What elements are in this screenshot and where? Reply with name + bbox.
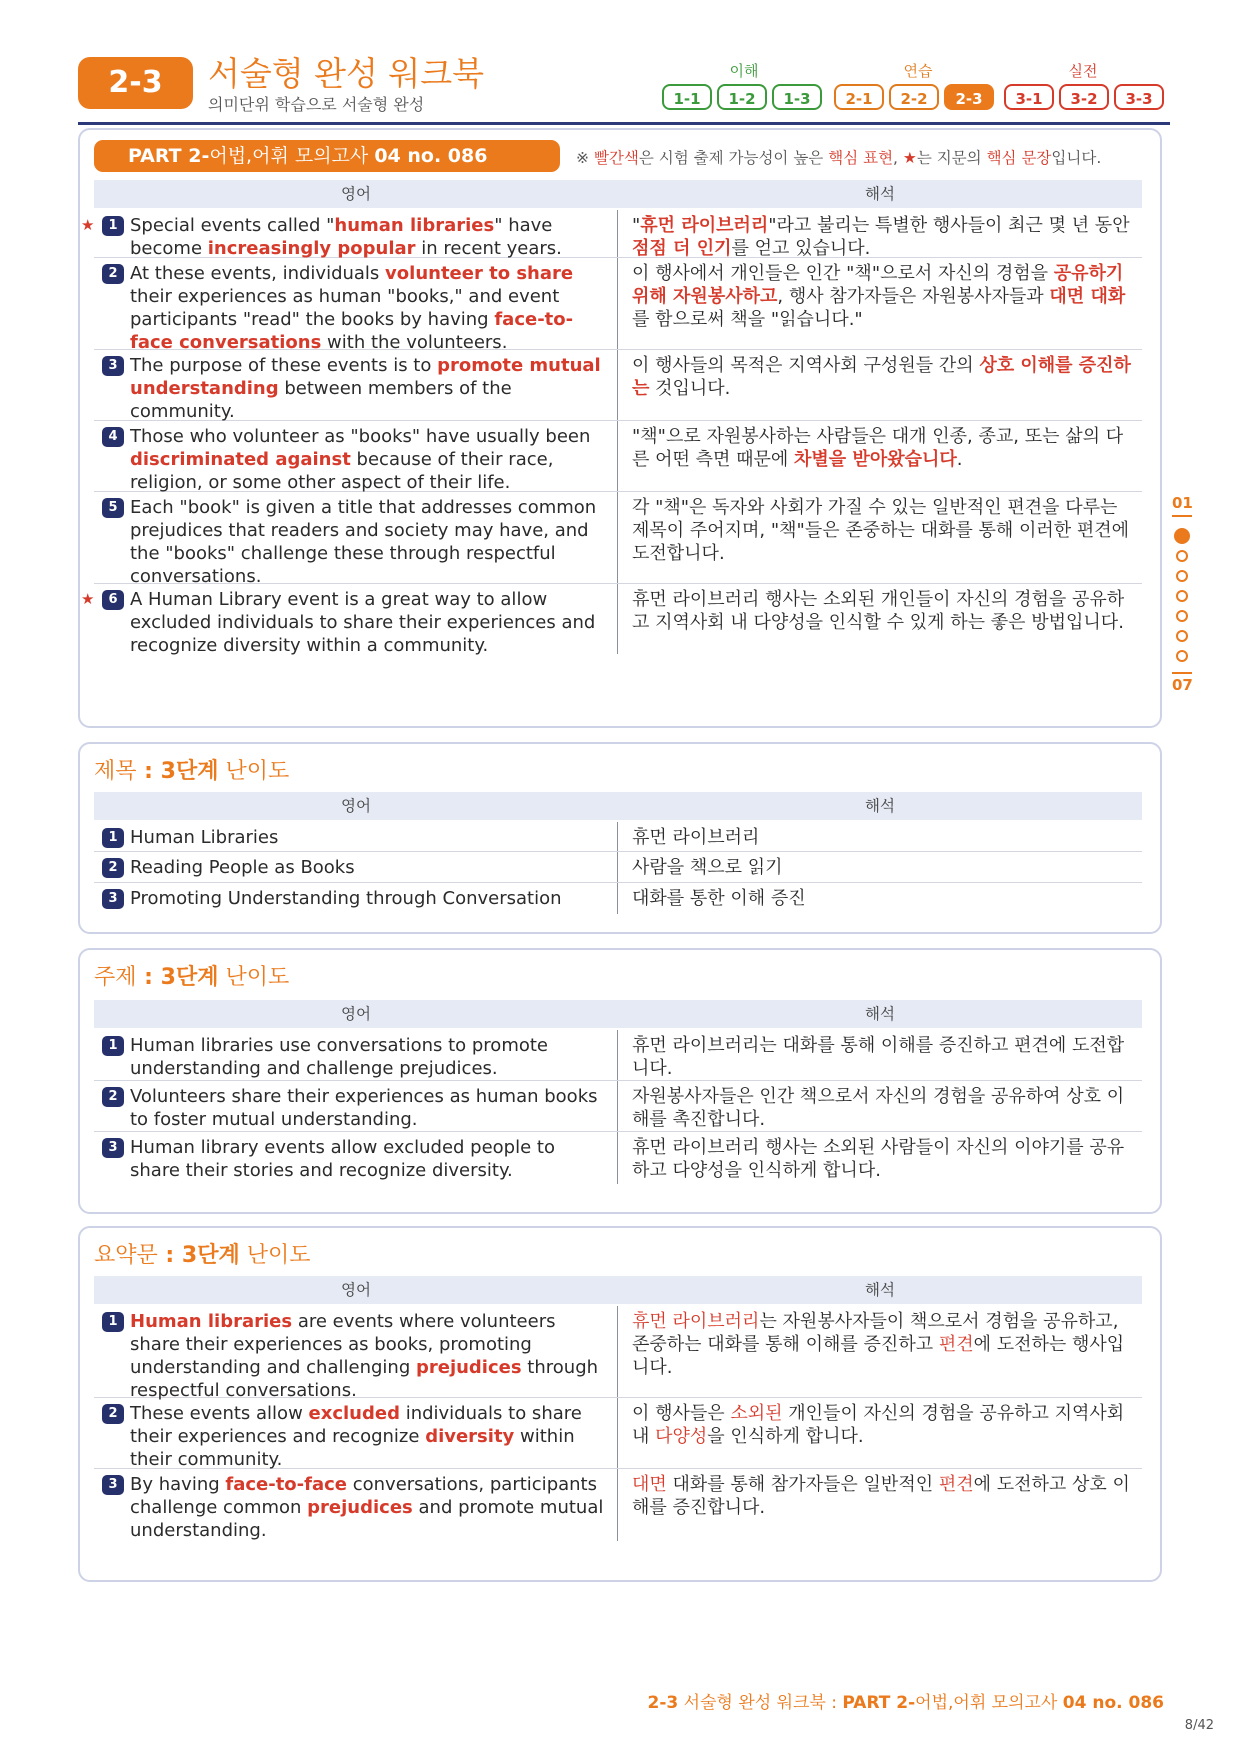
korean-translation — [632, 856, 1132, 879]
sentence-number-badge: 2 — [102, 1087, 124, 1107]
key-expression: human libraries — [334, 215, 495, 236]
text-segment: 휴먼 라이브러리 행사는 소외된 개인들이 자신의 경험을 공유하고 지역사회 내 다양성을 인식할 수 있게 하는 좋은 방법입니다. — [632, 589, 1125, 633]
table-row — [94, 1469, 1142, 1541]
english-text — [130, 826, 610, 849]
theme-section — [78, 948, 1162, 1214]
english-text — [130, 262, 610, 354]
text-segment: 이 행사들의 목적은 지역사회 구성원들 간의 — [632, 355, 980, 376]
table-row — [94, 1081, 1142, 1132]
page-dot[interactable] — [1176, 590, 1188, 602]
stage-tab-3-2[interactable]: 3-2 — [1059, 84, 1109, 110]
col-header-english: 영어 — [341, 1005, 371, 1023]
text-segment: 에 도전하고 상호 이해를 증진합니다. — [632, 1474, 1130, 1518]
text-segment: Special events called " — [130, 215, 335, 236]
text-segment: Human library events allow excluded people to share their stories and recognize diversity. — [130, 1137, 555, 1181]
korean-translation — [632, 1034, 1132, 1080]
key-expression: 공유하기 위해 자원봉사하고 — [632, 263, 1124, 307]
stage-tab-1-3[interactable]: 1-3 — [772, 84, 822, 110]
korean-translation — [632, 887, 1132, 910]
korean-translation — [632, 496, 1132, 565]
stage-group-label-understand: 이해 — [729, 62, 759, 80]
col-header-english: 영어 — [341, 185, 371, 203]
text-segment: "라고 불리는 특별한 행사들이 최근 몇 년 동안 — [768, 215, 1130, 236]
english-cell — [94, 1398, 618, 1468]
title-section — [78, 742, 1162, 934]
key-expression: promote mutual understanding — [130, 355, 601, 399]
text-segment: 는 자원봉사자들이 책으로서 경험을 공유하고, 존중하는 대화를 통해 이해를 증진하고 — [632, 1311, 1119, 1355]
key-expression: 휴먼 라이브러리 — [632, 1311, 760, 1332]
text-segment: Reading People as Books — [130, 857, 355, 878]
col-header-english: 영어 — [341, 797, 371, 815]
english-cell — [94, 492, 618, 587]
text-segment: are events where volunteers share their experiences as books, promoting understanding and challenging — [130, 1311, 556, 1378]
col-header-translation: 해석 — [865, 797, 895, 815]
text-segment: 자원봉사자들은 인간 책으로서 자신의 경험을 공유하여 상호 이해를 촉진합니다. — [632, 1086, 1125, 1130]
text-segment: in recent years. — [415, 238, 562, 259]
core-sentence-star-icon: ★ — [81, 590, 95, 608]
english-text — [130, 496, 610, 588]
side-nav-start: 01 — [1172, 494, 1193, 512]
text-segment: 대화를 통해 참가자들은 일반적인 — [666, 1474, 939, 1495]
table-row — [94, 852, 1142, 883]
stage-tab-2-2[interactable]: 2-2 — [889, 84, 939, 110]
korean-translation — [632, 1085, 1132, 1131]
text-segment: 를 얻고 있습니다. — [731, 238, 871, 259]
title-table-header — [94, 792, 1142, 820]
table-row — [94, 492, 1142, 587]
key-expression: 차별을 받아왔습니다 — [794, 449, 957, 470]
text-segment: 이 행사에서 개인들은 인간 "책"으로서 자신의 경험을 — [632, 263, 1054, 284]
part-label: PART 2-어법,어휘 모의고사 04 no. 086 — [94, 140, 560, 172]
text-segment: Promoting Understanding through Conversation — [130, 888, 562, 909]
table-row — [94, 822, 1142, 852]
table-row — [94, 258, 1142, 353]
stage-group-label-practice: 연습 — [903, 62, 933, 80]
text-segment: individuals to share their experiences and recognize — [130, 1403, 582, 1447]
table-row — [94, 1398, 1142, 1469]
key-expression: 점점 더 인기 — [632, 238, 732, 259]
english-cell — [94, 421, 618, 491]
text-segment: 휴먼 라이브러리 — [632, 827, 760, 848]
korean-translation — [632, 425, 1132, 471]
sentence-number-badge: 2 — [102, 264, 124, 284]
table-row — [94, 1132, 1142, 1184]
sentence-number-badge: 2 — [102, 858, 124, 878]
text-segment: 휴먼 라이브러리는 대화를 통해 이해를 증진하고 편견에 도전합니다. — [632, 1035, 1125, 1079]
english-text — [130, 856, 610, 879]
key-expression: prejudices — [415, 1357, 522, 1378]
stage-tab-3-1[interactable]: 3-1 — [1004, 84, 1054, 110]
sentence-number-badge: 6 — [102, 590, 124, 610]
english-text — [130, 1402, 610, 1471]
english-cell — [81, 210, 618, 259]
korean-translation — [632, 214, 1132, 260]
workbook-badge: 2-3 — [78, 57, 193, 109]
key-expression: 대면 — [632, 1474, 667, 1495]
page-dot[interactable] — [1176, 570, 1188, 582]
page-title: 서술형 완성 워크북 — [208, 54, 485, 93]
table-row — [81, 210, 1142, 259]
col-header-translation: 해석 — [865, 1281, 895, 1299]
text-segment: Those who volunteer as "books" have usually been — [130, 426, 591, 447]
key-expression: 소외된 — [730, 1403, 783, 1424]
korean-translation — [632, 1402, 1132, 1448]
text-segment: Each "book" is given a title that addresses common prejudices that readers and society may have, and the "books" challenge these through respectful conversations. — [130, 497, 597, 587]
text-segment: 대화를 통한 이해 증진 — [632, 888, 806, 909]
text-segment: conversations, participants challenge common — [130, 1474, 597, 1518]
korean-translation — [632, 262, 1132, 331]
key-expression: excluded — [308, 1403, 400, 1424]
english-text — [130, 1034, 610, 1080]
active-page-dot[interactable] — [1174, 528, 1190, 544]
text-segment: 휴먼 라이브러리 행사는 소외된 사람들이 자신의 이야기를 공유하고 다양성을 인식하게 합니다. — [632, 1137, 1125, 1181]
text-segment: Human libraries use conversations to promote understanding and challenge prejudices. — [130, 1035, 548, 1079]
passage-table-header — [94, 180, 1142, 208]
key-expression: 대면 대화 — [1049, 286, 1126, 307]
korean-translation — [632, 1310, 1132, 1379]
sentence-number-badge: 1 — [102, 1312, 124, 1332]
col-header-translation: 해석 — [865, 185, 895, 203]
text-segment: 을 인식하게 합니다. — [707, 1426, 864, 1447]
header-divider — [78, 122, 1170, 125]
text-segment: and promote mutual understanding. — [130, 1497, 604, 1541]
text-segment: 개인들이 자신의 경험을 공유하고 지역사회 내 — [632, 1403, 1125, 1447]
page-dot[interactable] — [1176, 650, 1188, 662]
english-text — [130, 588, 610, 657]
sentence-number-badge: 4 — [102, 427, 124, 447]
stage-tab-2-1[interactable]: 2-1 — [834, 84, 884, 110]
text-segment: 에 도전하는 행사입니다. — [632, 1334, 1125, 1378]
text-segment: , 행사 참가자들은 자원봉사자들과 — [777, 286, 1050, 307]
text-segment: 사람을 책으로 읽기 — [632, 857, 783, 878]
korean-translation — [632, 354, 1132, 400]
english-cell — [94, 822, 618, 851]
footer-title: 2-3 서술형 완성 워크북 : PART 2-어법,어휘 모의고사 04 no. 086 — [647, 1693, 1164, 1713]
sentence-number-badge: 3 — [102, 1475, 124, 1495]
sentence-number-badge: 3 — [102, 889, 124, 909]
highlight-notice: ※ 빨간색은 시험 출제 가능성이 높은 핵심 표현, ★는 지문의 핵심 문장입니다. — [576, 149, 1102, 167]
sentence-number-badge: 2 — [102, 1404, 124, 1424]
summary-table-header — [94, 1276, 1142, 1304]
english-cell — [94, 258, 618, 353]
english-text — [130, 425, 610, 494]
key-expression: face-to-face — [225, 1474, 347, 1495]
key-expression: 편견 — [938, 1334, 974, 1355]
english-text — [130, 1136, 610, 1182]
passage-section — [78, 128, 1162, 728]
korean-translation — [632, 588, 1132, 634]
korean-translation — [632, 1473, 1132, 1519]
sentence-number-badge: 3 — [102, 356, 124, 376]
stage-tab-1-1[interactable]: 1-1 — [662, 84, 712, 110]
table-row — [94, 421, 1142, 492]
text-segment: 각 "책"은 독자와 사회가 가질 수 있는 일반적인 편견을 다루는 제목이 주어지며, "책"들은 존중하는 대화를 통해 이러한 편견에 도전합니다. — [632, 497, 1130, 564]
table-row — [94, 883, 1142, 914]
text-segment: Volunteers share their experiences as human books to foster mutual understanding. — [130, 1086, 598, 1130]
english-cell — [81, 584, 618, 656]
english-text — [130, 354, 610, 423]
stage-tab-1-2[interactable]: 1-2 — [717, 84, 767, 110]
korean-translation — [632, 826, 1132, 849]
key-expression: volunteer to share — [385, 263, 574, 284]
theme-section-heading: 주제 : 3단계 난이도 — [94, 965, 290, 990]
stage-group-label-real: 실전 — [1068, 62, 1098, 80]
side-nav-line-top — [1172, 515, 1192, 517]
key-expression: diversity — [425, 1426, 515, 1447]
table-row — [94, 1030, 1142, 1081]
english-text — [130, 214, 610, 260]
table-row — [94, 350, 1142, 421]
english-text — [130, 1310, 610, 1402]
key-expression: discriminated against — [130, 449, 351, 470]
page-dot[interactable] — [1176, 610, 1188, 622]
english-text — [130, 887, 610, 910]
key-expression: 휴먼 라이브러리 — [640, 215, 769, 236]
sentence-number-badge: 1 — [102, 1036, 124, 1056]
key-expression: Human libraries — [130, 1311, 293, 1332]
theme-table-header — [94, 1000, 1142, 1028]
text-segment: " — [632, 215, 641, 236]
key-expression: 편견 — [938, 1474, 974, 1495]
title-section-heading: 제목 : 3단계 난이도 — [94, 759, 290, 784]
summary-section — [78, 1226, 1162, 1582]
text-segment: These events allow — [130, 1403, 309, 1424]
english-text — [130, 1085, 610, 1131]
key-expression: 다양성 — [655, 1426, 708, 1447]
table-row — [94, 1306, 1142, 1401]
col-header-translation: 해석 — [865, 1005, 895, 1023]
stage-tab-3-3[interactable]: 3-3 — [1114, 84, 1164, 110]
key-expression: face-to-face conversations — [130, 309, 574, 353]
text-segment: because of their race, religion, or some other aspect of their life. — [130, 449, 554, 493]
page-subtitle: 의미단위 학습으로 서술형 완성 — [208, 95, 425, 114]
core-sentence-star-icon: ★ — [81, 216, 95, 234]
text-segment: within their community. — [130, 1426, 575, 1470]
english-cell — [94, 1132, 618, 1184]
col-header-english: 영어 — [341, 1281, 371, 1299]
sentence-number-badge: 5 — [102, 498, 124, 518]
text-segment: By having — [130, 1474, 226, 1495]
text-segment: 를 함으로써 책을 "읽습니다." — [632, 309, 863, 330]
table-row — [81, 584, 1142, 656]
text-segment: 이 행사들은 — [632, 1403, 731, 1424]
page-dot[interactable] — [1176, 550, 1188, 562]
english-cell — [94, 1306, 618, 1401]
english-text — [130, 1473, 610, 1542]
sentence-number-badge: 1 — [102, 828, 124, 848]
text-segment: their experiences as human "books," and event participants "read" the books by having — [130, 286, 560, 330]
summary-section-heading: 요약문 : 3단계 난이도 — [94, 1243, 311, 1268]
side-nav-line-bottom — [1172, 672, 1192, 674]
text-segment: The purpose of these events is to — [130, 355, 438, 376]
text-segment: through respectful conversations. — [130, 1357, 599, 1401]
page-dot[interactable] — [1176, 630, 1188, 642]
english-cell — [94, 1081, 618, 1131]
text-segment: At these events, individuals — [130, 263, 386, 284]
text-segment: "책"으로 자원봉사하는 사람들은 대개 인종, 종교, 또는 삶의 다른 어떤 측면 때문에 — [632, 426, 1124, 470]
english-cell — [94, 350, 618, 420]
text-segment: between members of the community. — [130, 378, 512, 422]
korean-translation — [632, 1136, 1132, 1182]
key-expression: increasingly popular — [207, 238, 416, 259]
text-segment: Human Libraries — [130, 827, 279, 848]
text-segment: with the volunteers. — [321, 332, 508, 353]
text-segment: " have become — [130, 215, 553, 259]
stage-tab-2-3[interactable]: 2-3 — [944, 84, 994, 110]
key-expression: 상호 이해를 증진하는 — [632, 355, 1131, 399]
text-segment: . — [956, 449, 963, 470]
english-cell — [94, 1469, 618, 1541]
key-expression: prejudices — [307, 1497, 413, 1518]
sentence-number-badge: 1 — [102, 216, 124, 236]
text-segment: A Human Library event is a great way to allow excluded individuals to share their experiences and recognize diversity within a community. — [130, 589, 596, 656]
side-nav-end: 07 — [1172, 676, 1193, 694]
page-number: 8/42 — [1184, 1718, 1214, 1733]
text-segment: 것입니다. — [649, 378, 731, 399]
sentence-number-badge: 3 — [102, 1138, 124, 1158]
english-cell — [94, 852, 618, 882]
english-cell — [94, 1030, 618, 1080]
english-cell — [94, 883, 618, 914]
